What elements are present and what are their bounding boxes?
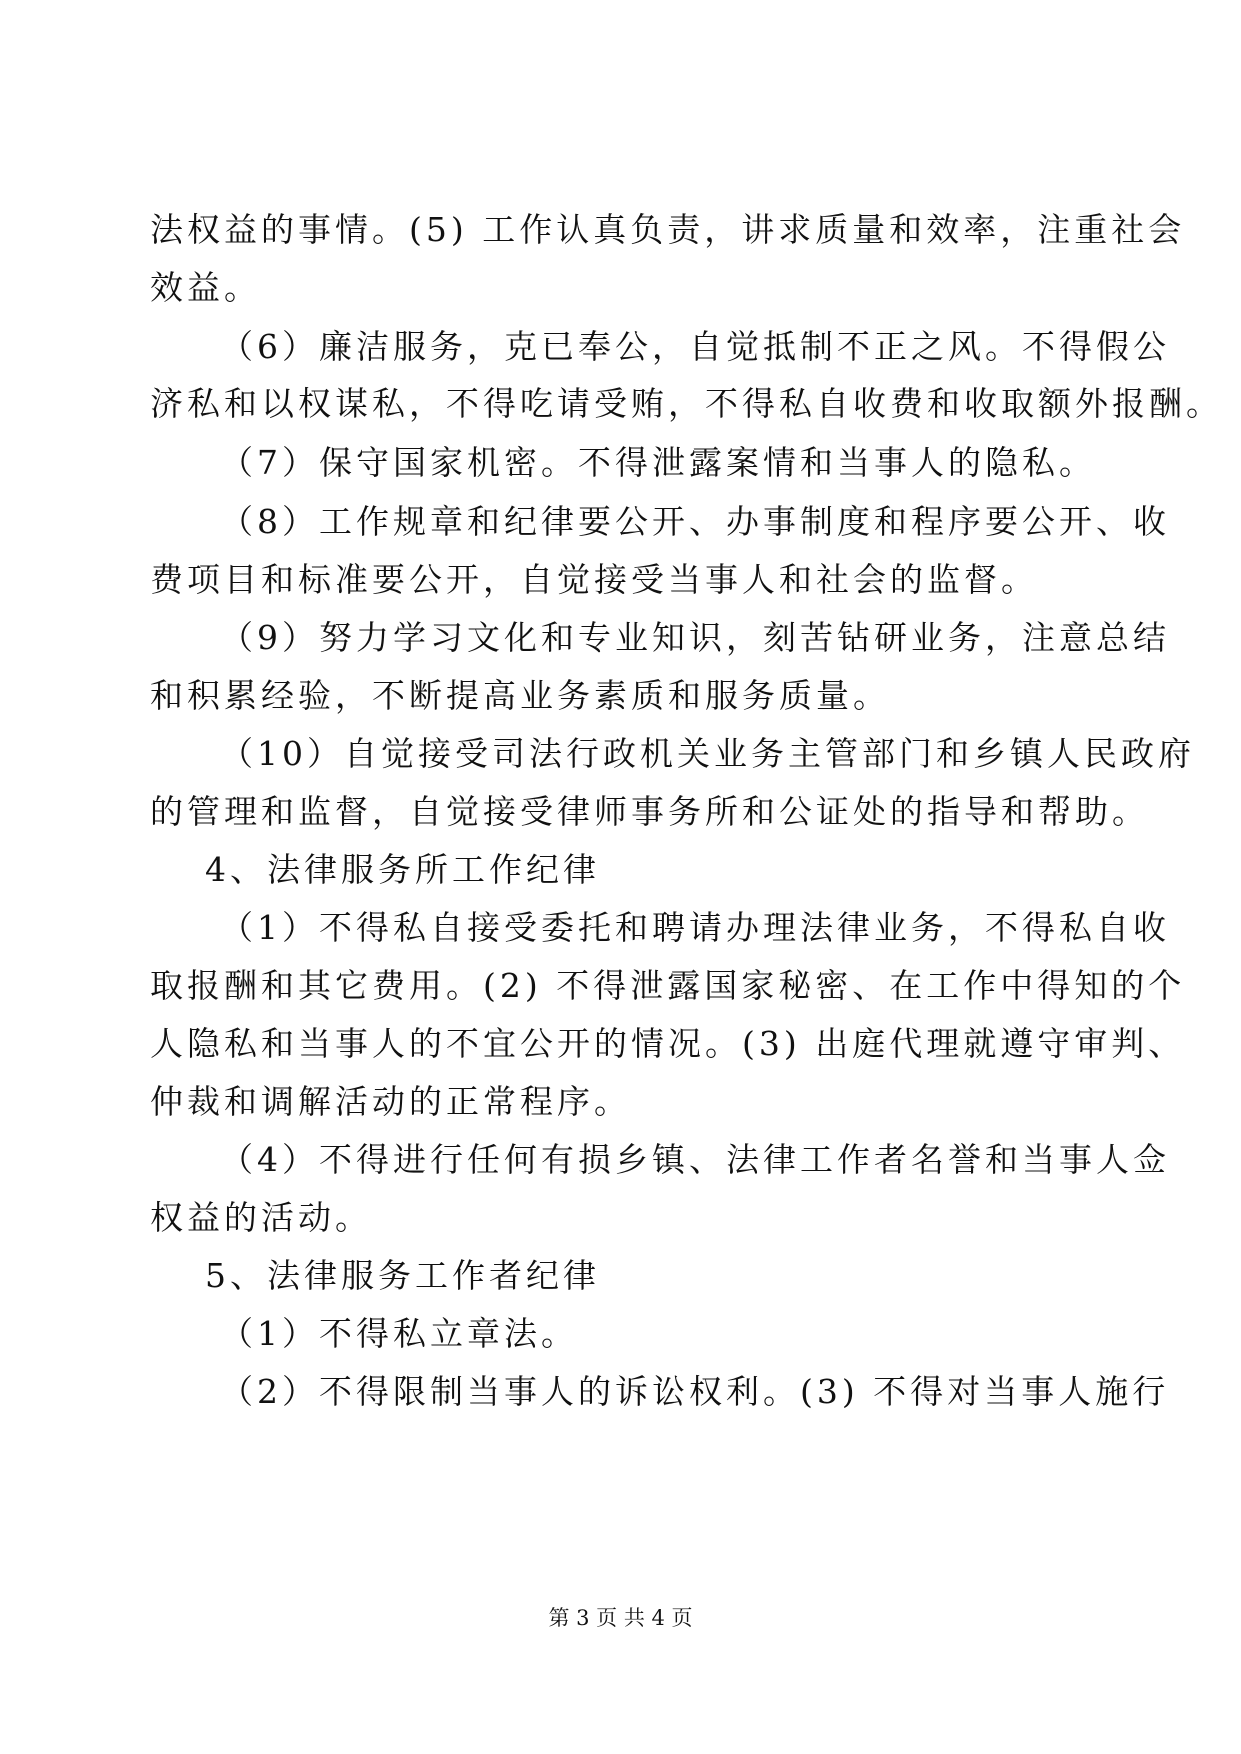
text-line-1: 法权益的事情。(5) 工作认真负责，讲求质量和效率，注重社会 <box>150 210 1186 249</box>
section-heading-5: 5、法律服务工作者纪律 <box>205 1256 600 1295</box>
text-line-7: 费项目和标准要公开，自觉接受当事人和社会的监督。 <box>150 560 1038 599</box>
text-line-13: （1）不得私自接受委托和聘请办理法律业务，不得私自收 <box>220 908 1170 947</box>
text-line-3: （6）廉洁服务，克已奉公，自觉抵制不正之风。不得假公 <box>220 327 1170 366</box>
text-line-2: 效益。 <box>150 268 261 307</box>
text-line-14: 取报酬和其它费用。(2) 不得泄露国家秘密、在工作中得知的个 <box>150 966 1186 1005</box>
text-line-16: 仲裁和调解活动的正常程序。 <box>150 1082 631 1121</box>
text-line-18: 权益的活动。 <box>150 1198 372 1237</box>
text-line-15: 人隐私和当事人的不宜公开的情况。(3) 出庭代理就遵守审判、 <box>150 1024 1186 1063</box>
section-heading-4: 4、法律服务所工作纪律 <box>205 850 600 889</box>
page-footer: 第 3 页 共 4 页 <box>548 1606 693 1630</box>
text-line-17: （4）不得进行任何有损乡镇、法律工作者名誉和当事人佥 <box>220 1140 1170 1179</box>
text-line-11: 的管理和监督，自觉接受律师事务所和公证处的指导和帮助。 <box>150 792 1149 831</box>
text-line-9: 和积累经验，不断提高业务素质和服务质量。 <box>150 676 890 715</box>
text-line-6: （8）工作规章和纪律要公开、办事制度和程序要公开、收 <box>220 502 1170 541</box>
text-line-20: （1）不得私立章法。 <box>220 1314 578 1353</box>
text-line-5: （7）保守国家机密。不得泄露案情和当事人的隐私。 <box>220 443 1096 482</box>
text-line-10: （10）自觉接受司法行政机关业务主管部门和乡镇人民政府 <box>220 734 1195 773</box>
text-line-8: （9）努力学习文化和专业知识，刻苦钻研业务，注意总结 <box>220 618 1170 657</box>
text-line-4: 济私和以权谋私，不得吃请受贿，不得私自收费和收取额外报酬。 <box>150 384 1223 423</box>
text-line-21: （2）不得限制当事人的诉讼权利。(3) 不得对当事人施行 <box>220 1372 1170 1411</box>
